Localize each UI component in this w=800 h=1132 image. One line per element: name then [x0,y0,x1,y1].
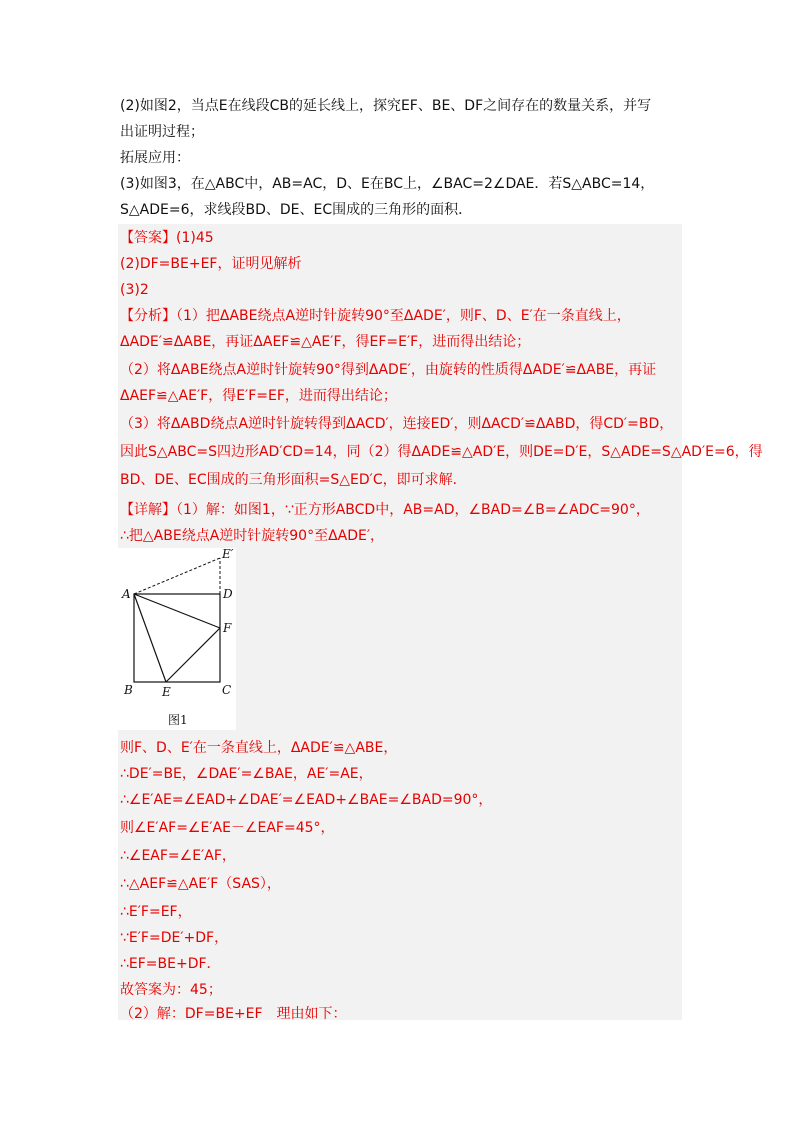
step-1: 则F、D、E′在一条直线上，ΔADE′≌△ABE， [120,740,398,756]
label-f: F [223,621,232,635]
segment-af [134,594,220,628]
step-2: ∴DE′=BE，∠DAE′=∠BAE，AE′=AE， [120,766,373,782]
label-e-prime: E′ [222,548,234,561]
extension-heading: 拓展应用： [120,150,190,166]
dashed-ae-prime [134,558,220,594]
step-3: ∴∠E′AE=∠EAD+∠DAE′=∠EAD+∠BAE=∠BAD=90°， [120,792,493,808]
label-a: A [122,587,131,601]
figure-caption: 图1 [168,713,188,727]
detail-line-2: ∴把△ABE绕点A逆时针旋转90°至ΔADE′， [120,528,385,544]
analysis-1-line-1: 【分析】（1）把ΔABE绕点A逆时针旋转90°至ΔADE′，则F、D、E′在一条直线上， [120,308,631,324]
analysis-3-line-1: （3）将ΔABD绕点A逆时针旋转得到ΔACD′，连接ED′，则ΔACD′≌ΔABD，得CD′=BD， [120,416,674,432]
step-5: ∴∠EAF=∠E′AF， [120,848,236,864]
label-d: D [223,587,233,601]
step-10: 故答案为：45； [120,982,222,998]
question-3-line-2: S△ADE=6，求线段BD、DE、EC围成的三角形的面积． [120,202,473,218]
step-9: ∴EF=BE+DF． [120,956,221,972]
step-6: ∴△AEF≌△AE′F（SAS）， [120,876,281,892]
analysis-3-line-2: 因此S△ABC=S四边形AD′CD=14，同（2）得ΔADE≌△AD′E，则DE=D′E，S△ADE=S△AD′E=6，得 [120,444,763,460]
step-7: ∴E′F=EF， [120,904,192,920]
label-b: B [124,683,133,697]
question-2-line-2: 出证明过程； [120,124,204,140]
step-4: 则∠E′AF=∠E′AE－∠EAF=45°， [120,820,335,836]
figure-1 [118,548,236,730]
step-8: ∵E′F=DE′+DF， [120,930,229,946]
answer-part-3: (3)2 [120,282,149,298]
answer-part-2: (2)DF=BE+EF，证明见解析 [120,256,302,272]
square-abcd [134,594,220,682]
analysis-1-line-2: ΔADE′≌ΔABE，再证ΔAEF≌△AE′F，得EF=E′F，进而得出结论； [120,334,531,350]
detail-line-1: 【详解】（1）解：如图1，∵正方形ABCD中，AB=AD，∠BAD=∠B=∠ADC=90°， [120,502,650,518]
step-11: （2）解：DF=BE+EF 理由如下： [120,1006,347,1022]
segment-ef [166,628,220,682]
label-e: E [162,685,171,699]
figure-1-svg [118,548,236,730]
question-2-line-1: (2)如图2，当点E在线段CB的延长线上，探究EF、BE、DF之间存在的数量关系，并写 [120,98,652,114]
question-3-line-1: (3)如图3，在△ABC中，AB=AC，D、E在BC上，∠BAC=2∠DAE．若S△ABC=14， [120,176,655,192]
analysis-2-line-1: （2）将ΔABE绕点A逆时针旋转90°得到ΔADE′，由旋转的性质得ΔADE′≌ΔABE，再证 [120,362,657,378]
analysis-2-line-2: ΔAEF≌△AE′F，得E′F=EF，进而得出结论； [120,388,397,404]
answer-heading: 【答案】(1)45 [120,230,214,246]
segment-ae [134,594,166,682]
analysis-3-line-3: BD、DE、EC围成的三角形面积=S△ED′C，即可求解． [120,472,467,488]
label-c: C [222,683,232,697]
